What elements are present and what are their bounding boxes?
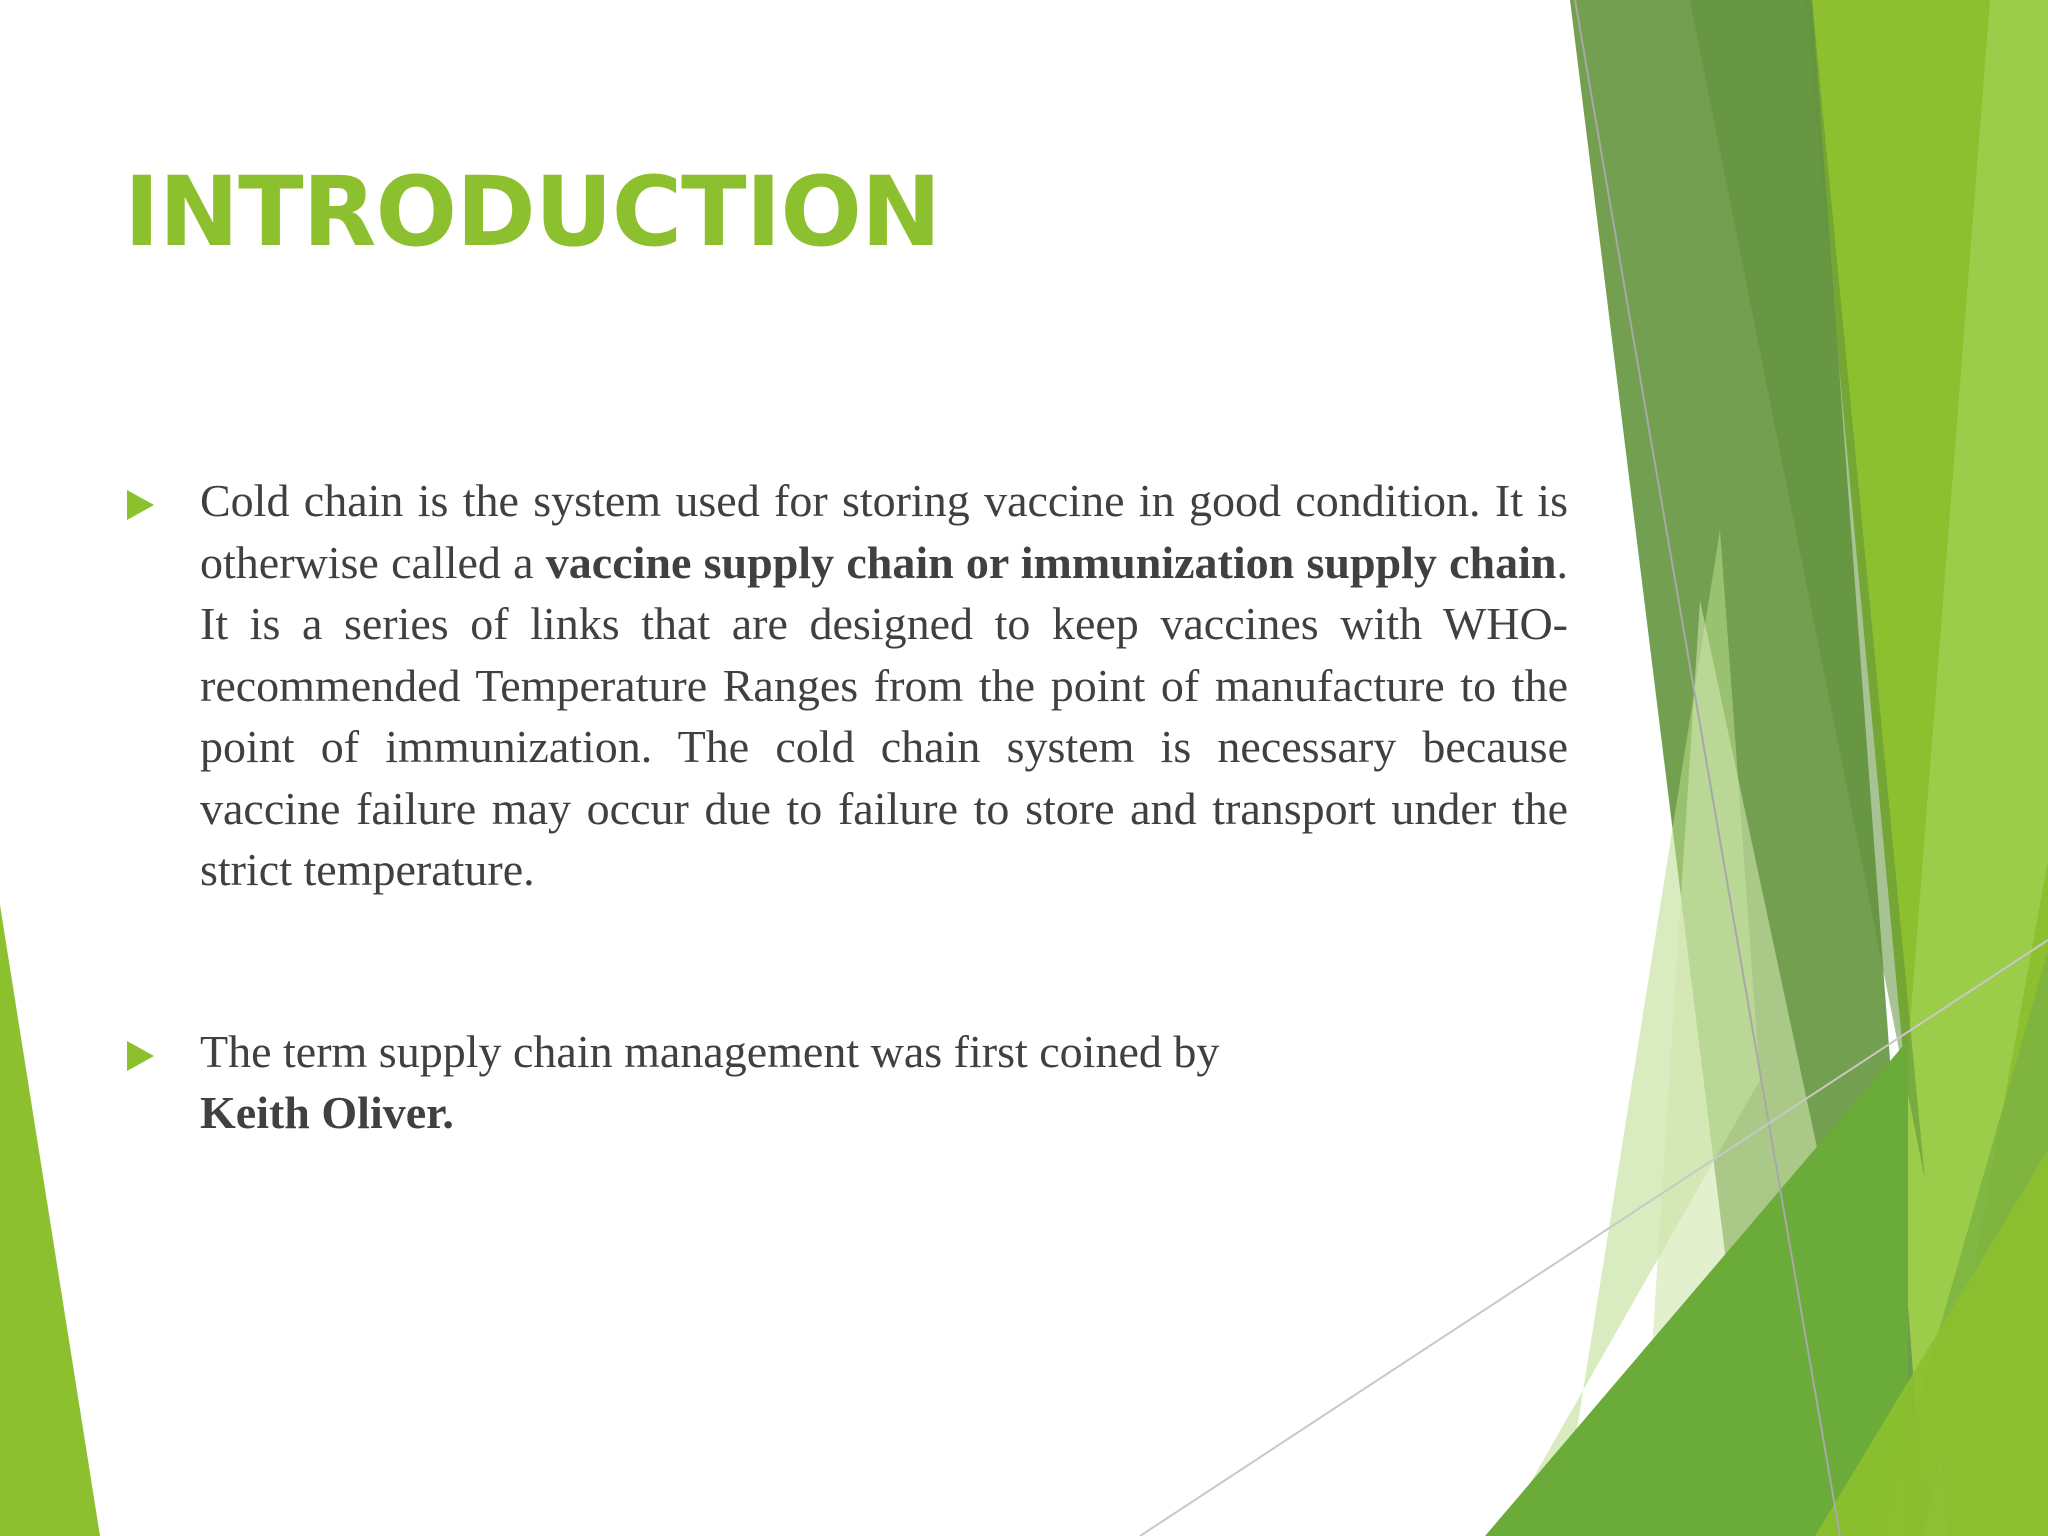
bullet-bold-name: Keith Oliver.: [200, 1087, 454, 1138]
list-item: [124, 470, 1568, 901]
bullet-text: . It is a series of links that are designed to keep vaccines with WHO-recommended Temperature Ranges from the point of manufacture to the point of immunization. The cold chain system is necessary because vaccine failure may occur due to failure to store and transport under the strict temperature.: [200, 536, 1569, 895]
page-title: INTRODUCTION: [124, 156, 941, 268]
triangle-right-icon: [127, 490, 154, 520]
bullet-bold-term: vaccine supply chain or immunization supply chain: [545, 536, 1557, 588]
bullet-text: The term supply chain management was first coined by: [200, 1025, 1220, 1077]
bullet-text: Cold chain is the system used for storing vaccine in good condition. It is otherwise called a: [200, 475, 1568, 588]
list-item: [124, 1021, 1300, 1144]
triangle-right-icon: [127, 1041, 154, 1071]
bullet-list: [124, 470, 1568, 1144]
left-green-sliver: [0, 905, 100, 1536]
